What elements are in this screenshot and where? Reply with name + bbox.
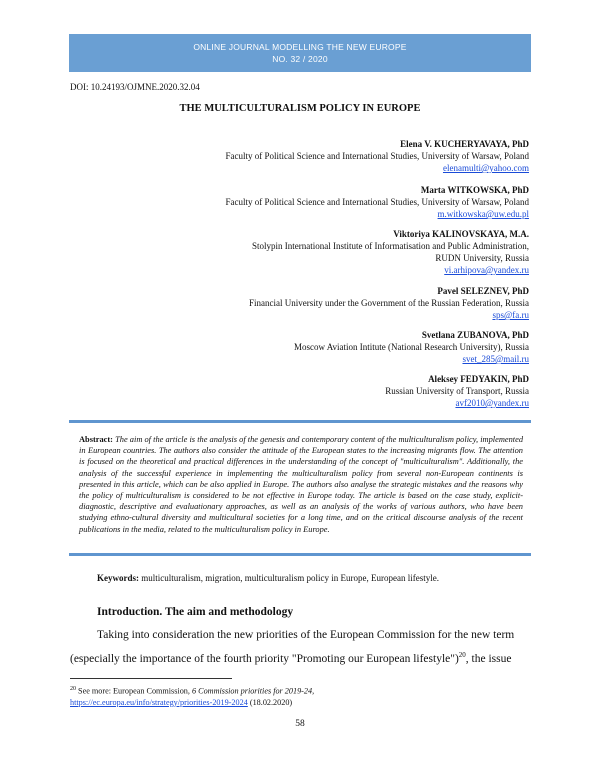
footnote-date: (18.02.2020) [247,697,293,707]
article-title: THE MULTICULTURALISM POLICY IN EUROPE [179,103,421,114]
abstract [79,434,523,535]
keywords-label: Keywords: [97,573,139,583]
abstract-bottom-rule [69,553,531,556]
author-email-link[interactable]: avf2010@yandex.ru [455,398,529,408]
author-block [226,138,529,174]
author-block [252,228,529,276]
author-name: Aleksey FEDYAKIN, PhD [428,374,529,384]
author-email-link[interactable]: vi.arhipova@yandex.ru [444,265,529,275]
author-email-link[interactable]: svet_285@mail.ru [462,354,529,364]
section-heading: Introduction. The aim and methodology [97,606,294,618]
footnote-text: See more: European Commission, [76,686,192,696]
journal-header-banner [69,34,531,72]
author-affiliation: Moscow Aviation Intitute (National Research University), Russia [293,342,529,352]
keywords-text: multiculturalism, migration, multiculturalism policy in Europe, European lifestyle. [141,573,439,583]
footnote-text: , [312,686,315,696]
author-block [294,329,529,365]
body-text: (especially the importance of the fourth priority "Promoting our European lifestyle") [70,652,459,665]
author-email-link[interactable]: m.witkowska@uw.edu.pl [437,209,529,219]
author-name: Viktoriya KALINOVSKAYA, M.A. [393,229,529,239]
author-name: Marta WITKOWSKA, PhD [420,185,529,195]
body-text: , the issue [465,652,512,665]
author-block [249,285,529,321]
footnote-ref[interactable]: 20 [458,651,466,659]
author-block [226,184,529,220]
author-email-link[interactable]: sps@fa.ru [492,310,529,320]
author-name: Pavel SELEZNEV, PhD [437,286,529,296]
footnote [70,684,530,708]
author-name: Elena V. KUCHERYAVAYA, PhD [400,139,529,149]
author-affiliation: Russian University of Transport, Russia [385,386,529,396]
body-line-1: Taking into consideration the new priorities of the European Commission for the new term [97,629,515,641]
author-affiliation: Stolypin International Institute of Informatisation and Public Administration, [252,241,529,251]
abstract-label: Abstract: [79,435,113,444]
journal-name: ONLINE JOURNAL MODELLING THE NEW EUROPE [193,42,407,52]
keywords [97,573,439,583]
page-number: 58 [295,719,305,729]
body-line-2 [70,645,530,669]
footnote-rule [70,678,232,679]
author-email-link[interactable]: elenamulti@yahoo.com [442,163,529,173]
author-affiliation: Faculty of Political Science and International Studies, University of Warsaw, Poland [225,151,529,161]
footnote-source-title: 6 Commission priorities for 2019-24 [191,686,313,696]
author-affiliation: Faculty of Political Science and International Studies, University of Warsaw, Poland [225,197,529,207]
footnote-number: 20 [70,686,76,692]
author-affiliation-line2: RUDN University, Russia [435,253,529,263]
author-affiliation: Financial University under the Government of the Russian Federation, Russia [249,298,529,308]
author-block [385,373,529,409]
footnote-url-link[interactable]: https://ec.europa.eu/info/strategy/priorities-2019-2024 [70,697,248,707]
abstract-text: The aim of the article is the analysis of the genesis and contemporary content of the multiculturalism policy, implemented in European countries. The authors also consider the attitude of the European states to the increasing migrants flow. The attention is focused on the theoretical and practical differences in the understanding of the concept of "multiculturalism". Additionally, the analysis of the successful experience in implementing the multiculturalism policy from several non-European continents is presented in this article, which can be also applied in Europe. The authors also analyse the strategic mistakes and the reasons why the policy of multiculturalism is considered to be not effective in Europe today. The article is based on the case study, explicit-diagnostic, descriptive and evaluationary approaches, as well as an analysis of the works of various authors, who have been studying ethno-cultural diversity and multicultural societies for a long time, and on the critical discourse analysis of the recent publications in the media, related to the multiculturalism policy in Europe. [79,435,524,534]
author-name: Svetlana ZUBANOVA, PhD [421,330,529,340]
doi: DOI: 10.24193/OJMNE.2020.32.04 [70,82,200,92]
journal-issue: NO. 32 / 2020 [272,54,328,64]
abstract-top-rule [69,420,531,423]
